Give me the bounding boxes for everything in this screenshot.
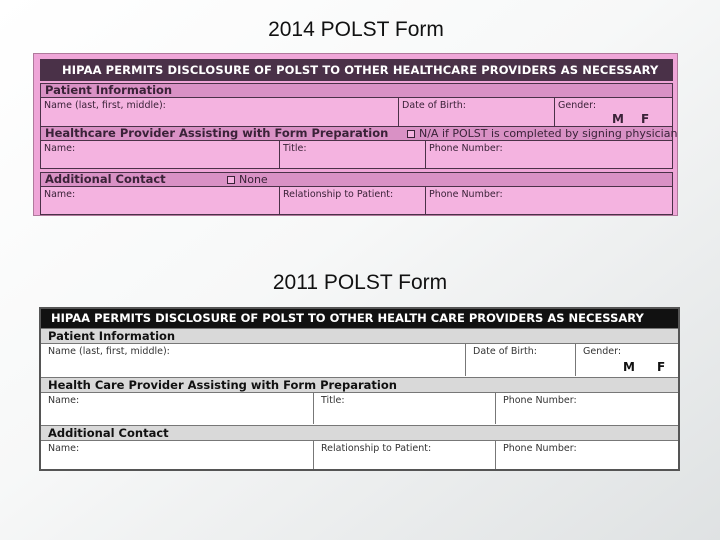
na-checkbox-option[interactable] — [407, 127, 677, 140]
patient-info-header — [41, 328, 678, 344]
patient-info-row — [40, 98, 673, 129]
patient-name-field[interactable] — [41, 98, 399, 128]
provider-title-field[interactable] — [280, 141, 426, 168]
none-checkbox-option[interactable] — [227, 173, 268, 186]
provider-row — [40, 141, 673, 169]
gender-f-option[interactable]: F — [641, 112, 650, 126]
provider-title-field[interactable] — [314, 393, 496, 424]
provider-header — [41, 377, 678, 393]
checkbox-icon[interactable] — [227, 176, 235, 184]
contact-relationship-field[interactable] — [314, 441, 496, 469]
provider-name-field[interactable] — [41, 141, 280, 168]
field-label: Title: — [283, 143, 307, 154]
gender-field — [576, 344, 678, 376]
gender-field — [555, 98, 672, 128]
field-label: Date of Birth: — [473, 346, 537, 357]
provider-row — [41, 393, 678, 424]
patient-info-header — [40, 83, 673, 98]
contact-phone-field[interactable] — [426, 187, 672, 214]
contact-row — [40, 187, 673, 215]
field-label: Name: — [48, 395, 80, 406]
section-title: Healthcare Provider Assisting with Form Preparation — [45, 126, 389, 140]
polst-form-2014 — [33, 53, 678, 216]
checkbox-icon[interactable] — [407, 130, 415, 138]
field-label: Name: — [44, 189, 76, 200]
provider-phone-field[interactable] — [426, 141, 672, 168]
field-label: Name: — [48, 443, 80, 454]
additional-contact-header — [40, 172, 673, 187]
gender-m-option[interactable]: M — [623, 360, 635, 374]
patient-info-row — [41, 344, 678, 376]
none-option-label: None — [239, 173, 268, 186]
hipaa-banner: HIPAA PERMITS DISCLOSURE OF POLST TO OTHER HEALTH CARE PROVIDERS AS NECESSARY — [41, 309, 678, 328]
provider-phone-field[interactable] — [496, 393, 678, 424]
section-title: Additional Contact — [45, 172, 166, 186]
field-label: Relationship to Patient: — [321, 443, 432, 454]
field-label: Name (last, first, middle): — [44, 100, 166, 111]
gender-m-option[interactable]: M — [612, 112, 624, 126]
section-title: Patient Information — [45, 83, 173, 97]
field-label: Phone Number: — [429, 143, 503, 154]
patient-name-field[interactable] — [41, 344, 466, 376]
field-label: Title: — [321, 395, 345, 406]
contact-name-field[interactable] — [41, 441, 314, 469]
field-label: Relationship to Patient: — [283, 189, 394, 200]
contact-phone-field[interactable] — [496, 441, 678, 469]
contact-name-field[interactable] — [41, 187, 280, 214]
field-label: Date of Birth: — [402, 100, 466, 111]
field-label: Name (last, first, middle): — [48, 346, 170, 357]
field-label: Phone Number: — [503, 443, 577, 454]
field-label: Gender: — [558, 100, 597, 111]
provider-header — [40, 126, 678, 141]
contact-relationship-field[interactable] — [280, 187, 426, 214]
gender-f-option[interactable]: F — [657, 360, 666, 374]
dob-field[interactable] — [466, 344, 576, 376]
na-option-label: N/A if POLST is completed by signing physician — [419, 127, 678, 140]
polst-form-2011 — [39, 307, 680, 471]
provider-name-field[interactable] — [41, 393, 314, 424]
section-title: Additional Contact — [48, 426, 169, 440]
contact-row — [41, 441, 678, 469]
hipaa-banner: HIPAA PERMITS DISCLOSURE OF POLST TO OTHER HEALTHCARE PROVIDERS AS NECESSARY — [40, 59, 673, 81]
dob-field[interactable] — [399, 98, 555, 128]
title-2011: 2011 POLST Form — [272, 271, 448, 294]
section-title: Health Care Provider Assisting with Form Preparation — [48, 378, 397, 392]
title-2014: 2014 POLST Form — [268, 18, 444, 41]
field-label: Gender: — [583, 346, 622, 357]
field-label: Phone Number: — [503, 395, 577, 406]
additional-contact-header — [41, 425, 678, 441]
field-label: Name: — [44, 143, 76, 154]
section-title: Patient Information — [48, 329, 176, 343]
field-label: Phone Number: — [429, 189, 503, 200]
